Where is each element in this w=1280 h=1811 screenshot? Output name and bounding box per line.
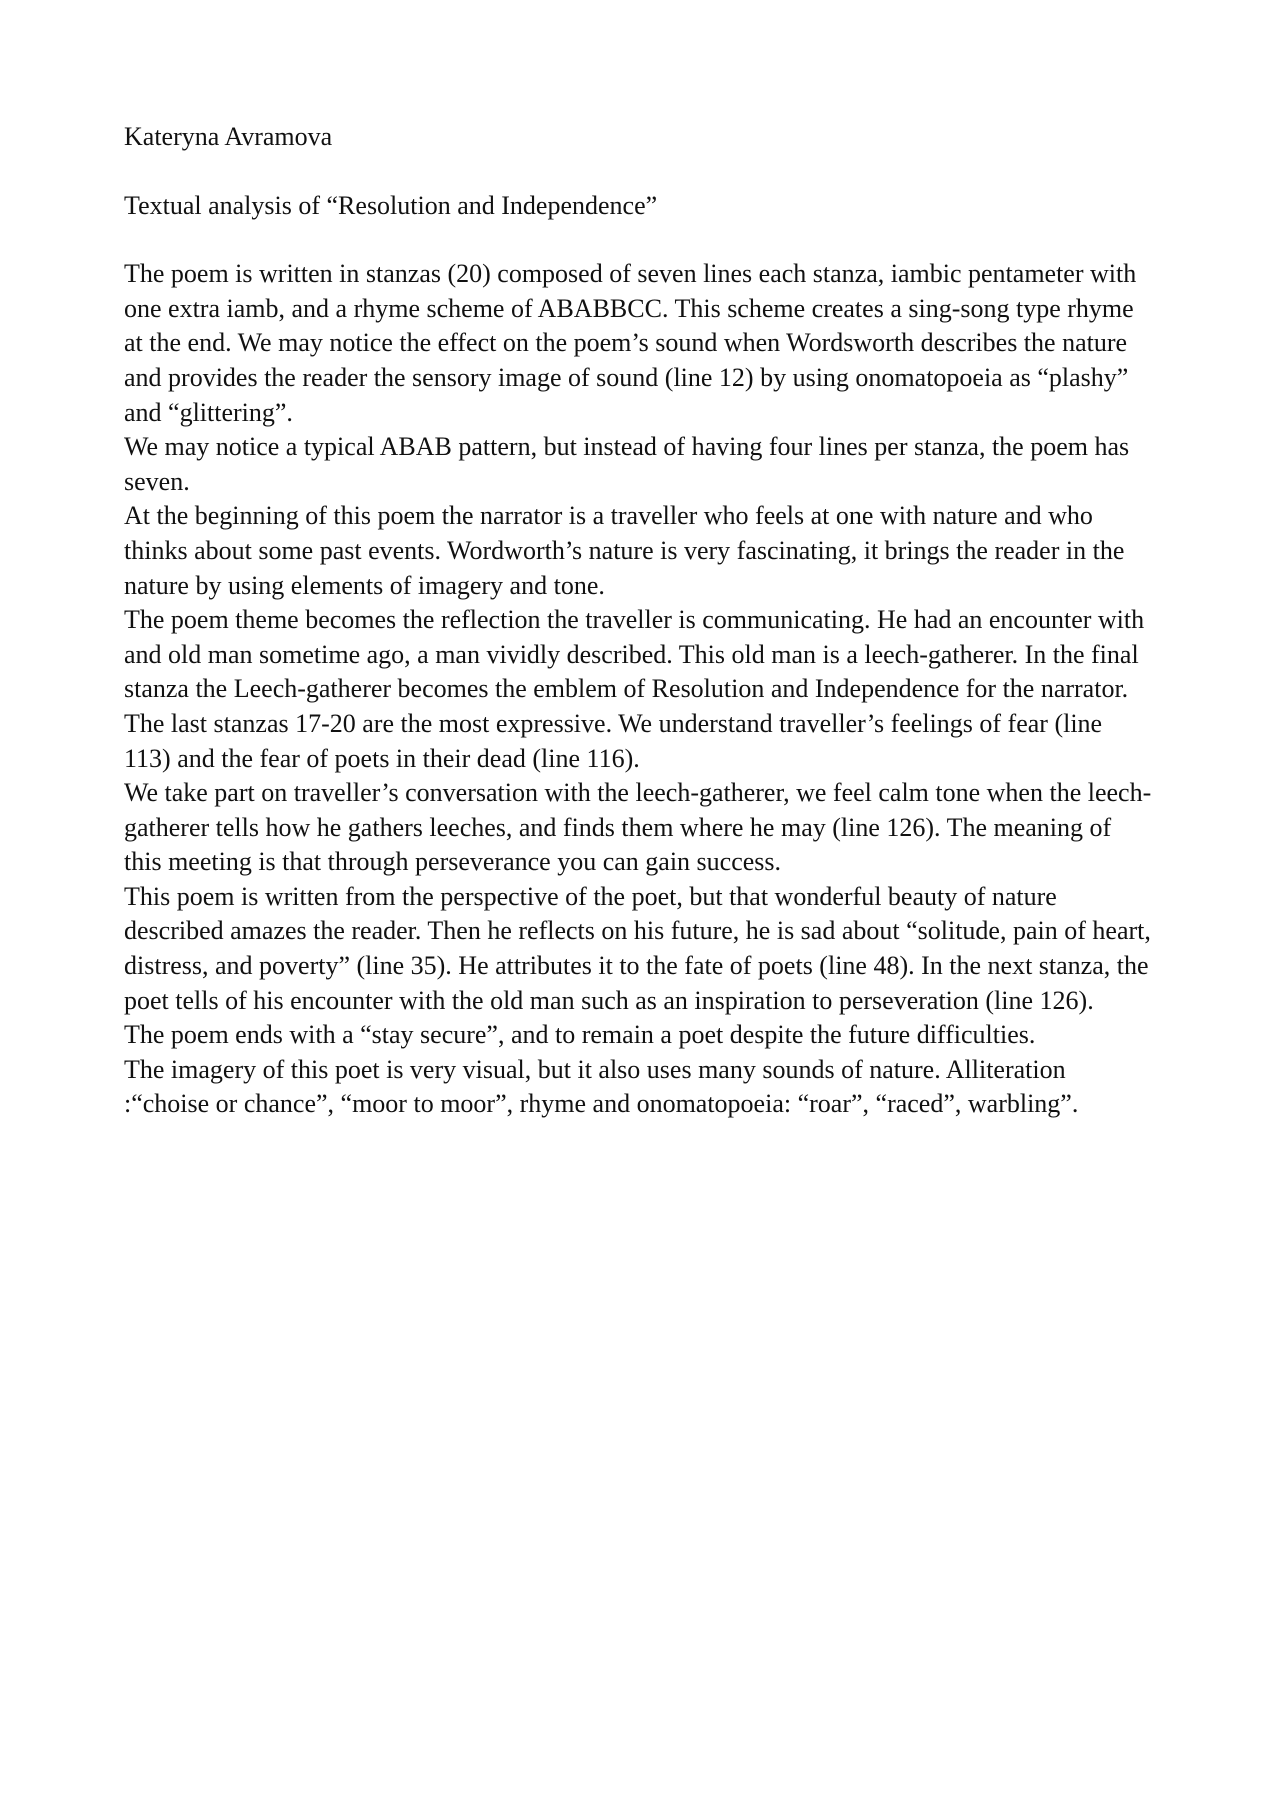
document-content — [124, 120, 1154, 1122]
paragraph: At the beginning of this poem the narrator is a traveller who feels at one with nature and who thinks about some past events. Wordworth’s nature is very fascinating, it brings the reader in the nature by using elements of imagery and tone. — [124, 501, 1125, 600]
paragraph: The poem is written in stanzas (20) composed of seven lines each stanza, iambic pentameter with one extra iamb, and a rhyme scheme of ABABBCC. This scheme creates a sing-song type rhyme at the end. We may notice the effect on the poem’s sound when Wordsworth describes the nature and provides the reader the sensory image of sound (line 12) by using onomatopoeia as “plashy” and “glittering”. — [124, 259, 1137, 427]
author-name: Kateryna Avramova — [124, 122, 333, 151]
paragraph: We may notice a typical ABAB pattern, but instead of having four lines per stanza, the poem has seven. — [124, 432, 1130, 496]
body-text — [124, 257, 1154, 1122]
paragraph: The imagery of this poet is very visual, but it also uses many sounds of nature. Alliteration :“choise or chance”, “moor to moor”, rhyme and onomatopoeia: “roar”, “raced”, warbling”. — [124, 1054, 1079, 1119]
paragraph: The poem ends with a “stay secure”, and to remain a poet despite the future difficulties. — [124, 1020, 1036, 1050]
paragraph: We take part on traveller’s conversation with the leech-gatherer, we feel calm tone when the leech-gatherer tells how he gathers leeches, and finds them where he may (line 126). The meaning of this meeting is that through perseverance you can gain success. — [124, 778, 1152, 877]
paragraph: This poem is written from the perspective of the poet, but that wonderful beauty of nature described amazes the reader. Then he reflects on his future, he is sad about “solitude, pain of heart, distress, and poverty” (line 35). He attributes it to the fate of poets (line 48). In the next stanza, the poet tells of his encounter with the old man such as an inspiration to perseveration (line 126). — [124, 881, 1151, 1015]
paragraph: The poem theme becomes the reflection the traveller is communicating. He had an encounter with and old man sometime ago, a man vividly described. This old man is a leech-gatherer. In the final stanza the Leech-gatherer becomes the emblem of Resolution and Independence for the narrator. — [124, 605, 1145, 704]
paragraph: The last stanzas 17-20 are the most expressive. We understand traveller’s feelings of fear (line 113) and the fear of poets in their dead (line 116). — [124, 708, 1103, 773]
document-title: Textual analysis of “Resolution and Independence” — [124, 190, 658, 220]
